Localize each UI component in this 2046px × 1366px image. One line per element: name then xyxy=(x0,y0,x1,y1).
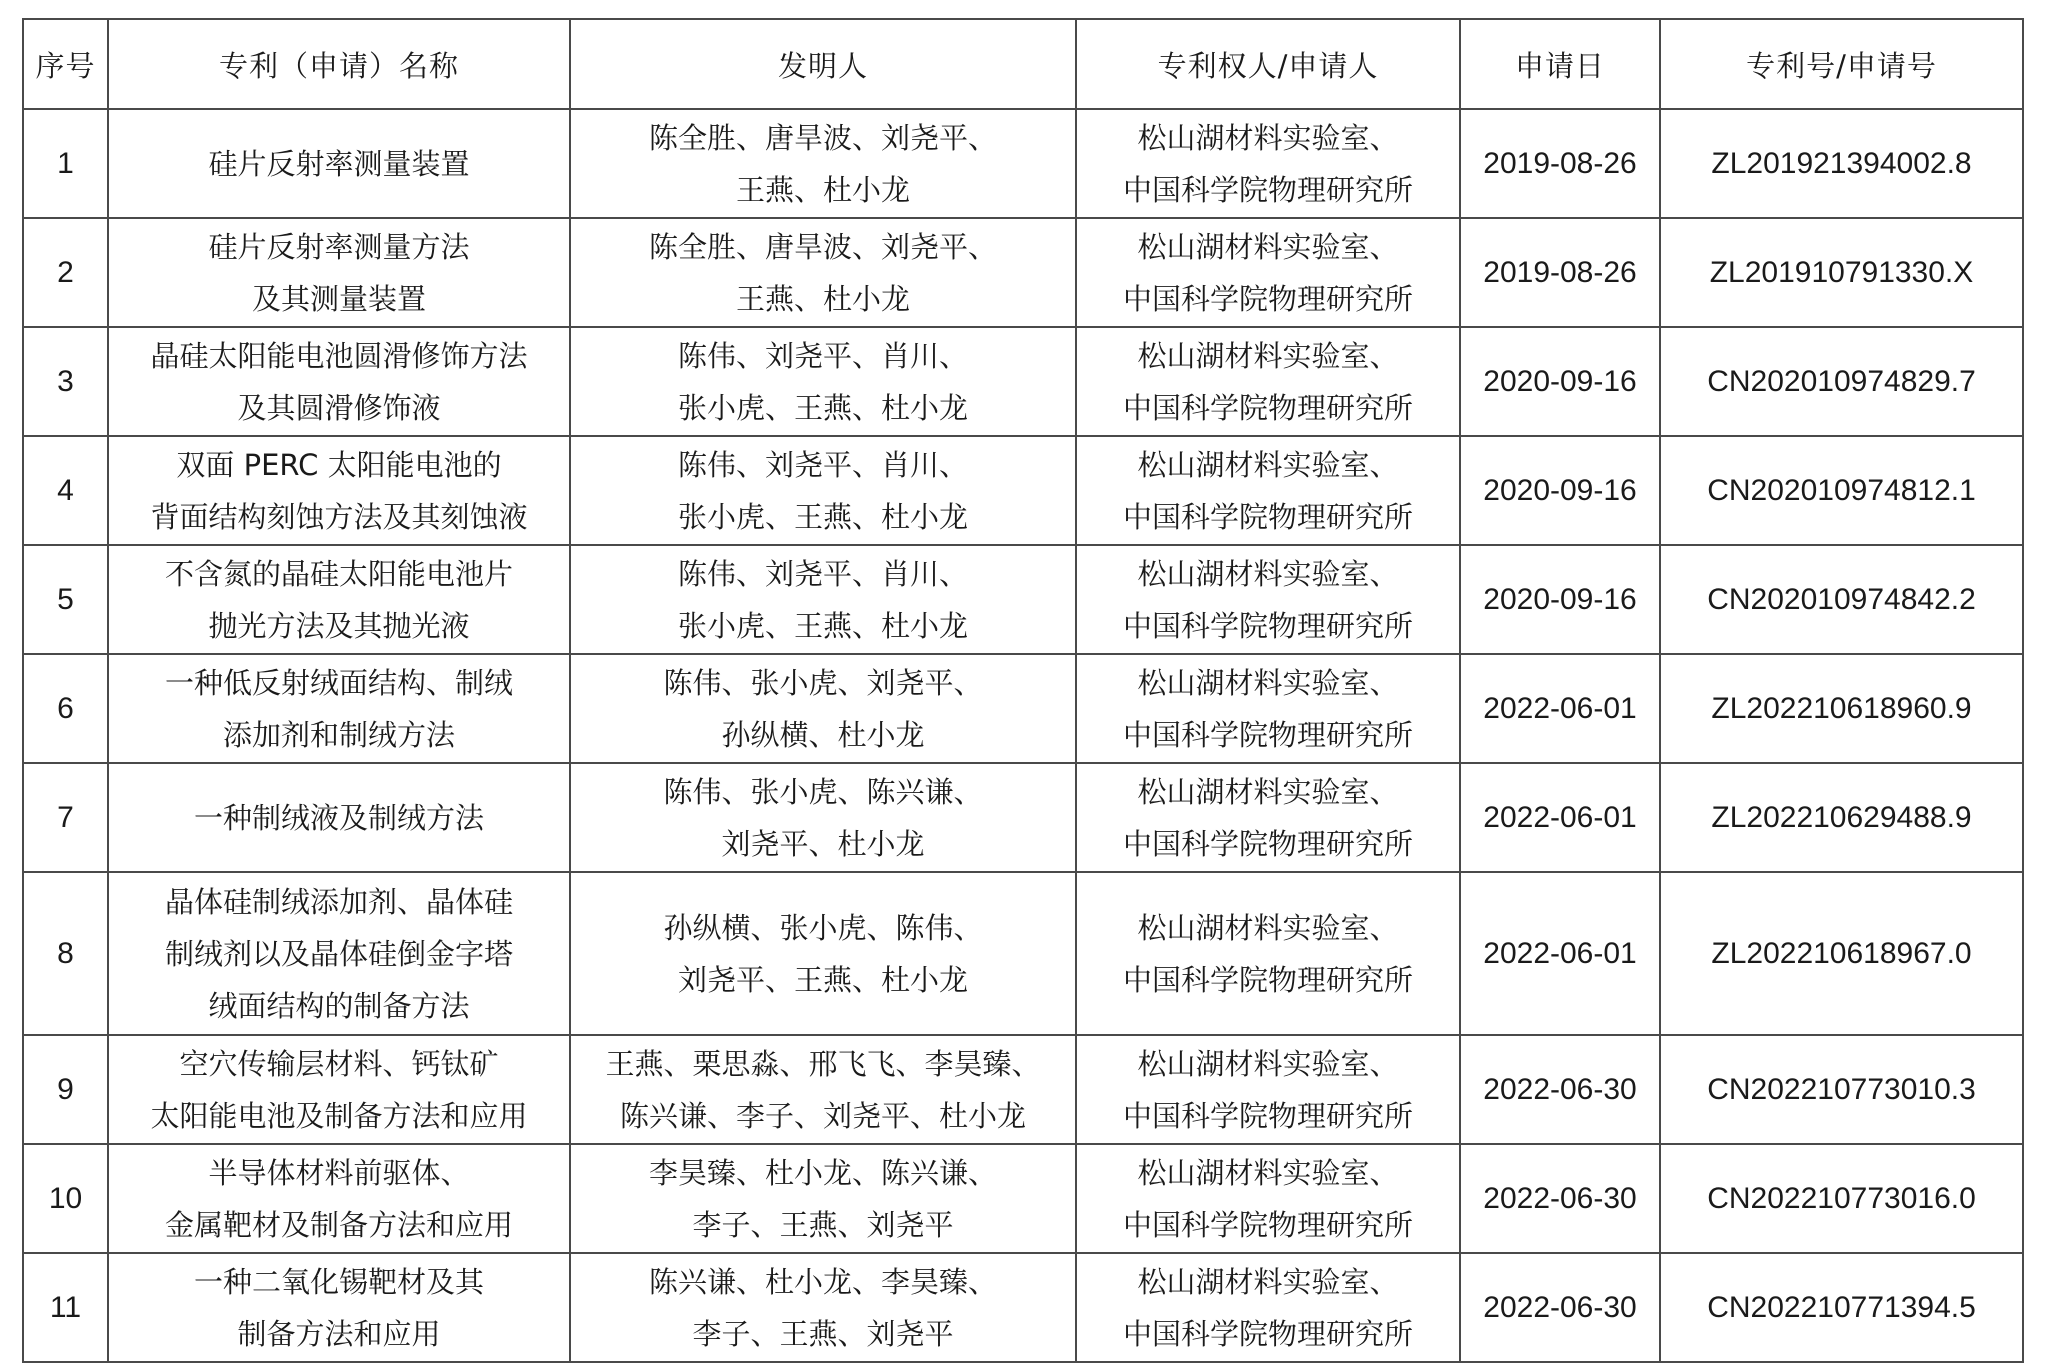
table-row xyxy=(23,1035,2023,1144)
cell-holder xyxy=(1076,763,1460,872)
table-row xyxy=(23,763,2023,872)
header-date: 申请日 xyxy=(1460,19,1660,109)
cell-name xyxy=(108,218,570,327)
inventors-line: 刘尧平、王燕、杜小龙 xyxy=(677,962,968,997)
cell-holder xyxy=(1076,872,1460,1035)
inventors-line: 陈伟、张小虎、陈兴谦、 xyxy=(663,774,983,809)
cell-index: 7 xyxy=(23,763,108,872)
name-line: 抛光方法及其抛光液 xyxy=(208,608,470,643)
cell-inventors xyxy=(570,109,1076,218)
cell-index: 11 xyxy=(23,1253,108,1362)
cell-date: 2022-06-30 xyxy=(1460,1035,1660,1144)
inventors-line: 李子、王燕、刘尧平 xyxy=(692,1207,954,1242)
cell-date: 2020-09-16 xyxy=(1460,327,1660,436)
cell-holder xyxy=(1076,327,1460,436)
cell-index: 8 xyxy=(23,872,108,1035)
cell-number: ZL202210618960.9 xyxy=(1660,654,2023,763)
cell-index: 3 xyxy=(23,327,108,436)
cell-holder xyxy=(1076,218,1460,327)
table-row xyxy=(23,436,2023,545)
name-line: 硅片反射率测量方法 xyxy=(208,229,470,264)
patent-table xyxy=(22,18,2024,1363)
header-inventors: 发明人 xyxy=(570,19,1076,109)
inventors-line: 李子、王燕、刘尧平 xyxy=(692,1316,954,1351)
cell-name xyxy=(108,327,570,436)
cell-name xyxy=(108,763,570,872)
cell-inventors xyxy=(570,1253,1076,1362)
name-line: 一种制绒液及制绒方法 xyxy=(193,800,484,835)
cell-date: 2022-06-01 xyxy=(1460,872,1660,1035)
cell-number: CN202010974812.1 xyxy=(1660,436,2023,545)
inventors-line: 陈伟、刘尧平、肖川、 xyxy=(677,447,968,482)
cell-holder xyxy=(1076,545,1460,654)
cell-name xyxy=(108,1253,570,1362)
table-header xyxy=(23,19,2023,109)
name-line: 太阳能电池及制备方法和应用 xyxy=(150,1098,528,1133)
holder-line: 松山湖材料实验室、 xyxy=(1137,338,1399,373)
header-index: 序号 xyxy=(23,19,108,109)
inventors-line: 张小虎、王燕、杜小龙 xyxy=(677,390,968,425)
cell-inventors xyxy=(570,327,1076,436)
name-line: 添加剂和制绒方法 xyxy=(222,717,455,752)
inventors-line: 陈伟、刘尧平、肖川、 xyxy=(677,556,968,591)
table-row xyxy=(23,872,2023,1035)
holder-line: 中国科学院物理研究所 xyxy=(1122,608,1413,643)
cell-inventors xyxy=(570,436,1076,545)
cell-date: 2019-08-26 xyxy=(1460,109,1660,218)
holder-line: 松山湖材料实验室、 xyxy=(1137,1155,1399,1190)
inventors-line: 孙纵横、张小虎、陈伟、 xyxy=(663,910,983,945)
cell-name xyxy=(108,436,570,545)
cell-name xyxy=(108,872,570,1035)
cell-number: CN202210771394.5 xyxy=(1660,1253,2023,1362)
cell-number: CN202210773010.3 xyxy=(1660,1035,2023,1144)
cell-index: 2 xyxy=(23,218,108,327)
cell-number: CN202010974842.2 xyxy=(1660,545,2023,654)
header-holder: 专利权人/申请人 xyxy=(1076,19,1460,109)
cell-index: 5 xyxy=(23,545,108,654)
inventors-line: 陈伟、刘尧平、肖川、 xyxy=(677,338,968,373)
inventors-line: 刘尧平、杜小龙 xyxy=(721,826,925,861)
cell-number: CN202010974829.7 xyxy=(1660,327,2023,436)
holder-line: 中国科学院物理研究所 xyxy=(1122,281,1413,316)
cell-holder xyxy=(1076,109,1460,218)
cell-index: 6 xyxy=(23,654,108,763)
name-line: 空穴传输层材料、钙钛矿 xyxy=(179,1046,499,1081)
cell-inventors xyxy=(570,1144,1076,1253)
inventors-line: 张小虎、王燕、杜小龙 xyxy=(677,608,968,643)
table-row xyxy=(23,218,2023,327)
header-number: 专利号/申请号 xyxy=(1660,19,2023,109)
cell-name xyxy=(108,545,570,654)
name-line: 不含氮的晶硅太阳能电池片 xyxy=(164,556,513,591)
cell-number: ZL202210618967.0 xyxy=(1660,872,2023,1035)
cell-index: 10 xyxy=(23,1144,108,1253)
cell-date: 2022-06-01 xyxy=(1460,763,1660,872)
name-line: 绒面结构的制备方法 xyxy=(208,988,470,1023)
table-row xyxy=(23,545,2023,654)
table-row xyxy=(23,327,2023,436)
holder-line: 松山湖材料实验室、 xyxy=(1137,120,1399,155)
name-line: 一种二氧化锡靶材及其 xyxy=(193,1264,484,1299)
inventors-line: 陈全胜、唐旱波、刘尧平、 xyxy=(648,120,997,155)
table-row xyxy=(23,1253,2023,1362)
holder-line: 中国科学院物理研究所 xyxy=(1122,1098,1413,1133)
cell-date: 2022-06-30 xyxy=(1460,1144,1660,1253)
table-row xyxy=(23,1144,2023,1253)
inventors-line: 李昊臻、杜小龙、陈兴谦、 xyxy=(648,1155,997,1190)
name-line: 半导体材料前驱体、 xyxy=(208,1155,470,1190)
cell-inventors xyxy=(570,545,1076,654)
inventors-line: 孙纵横、杜小龙 xyxy=(721,717,925,752)
holder-line: 松山湖材料实验室、 xyxy=(1137,910,1399,945)
inventors-line: 张小虎、王燕、杜小龙 xyxy=(677,499,968,534)
inventors-line: 王燕、杜小龙 xyxy=(735,172,910,207)
cell-date: 2020-09-16 xyxy=(1460,545,1660,654)
cell-name xyxy=(108,654,570,763)
holder-line: 中国科学院物理研究所 xyxy=(1122,390,1413,425)
cell-name xyxy=(108,1144,570,1253)
name-line: 晶硅太阳能电池圆滑修饰方法 xyxy=(150,338,528,373)
cell-date: 2022-06-30 xyxy=(1460,1253,1660,1362)
holder-line: 中国科学院物理研究所 xyxy=(1122,1316,1413,1351)
cell-holder xyxy=(1076,1144,1460,1253)
holder-line: 中国科学院物理研究所 xyxy=(1122,717,1413,752)
cell-name xyxy=(108,1035,570,1144)
inventors-line: 王燕、杜小龙 xyxy=(735,281,910,316)
cell-inventors xyxy=(570,1035,1076,1144)
holder-line: 松山湖材料实验室、 xyxy=(1137,1046,1399,1081)
cell-date: 2020-09-16 xyxy=(1460,436,1660,545)
name-line: 背面结构刻蚀方法及其刻蚀液 xyxy=(150,499,528,534)
table-row xyxy=(23,109,2023,218)
table-body xyxy=(23,109,2023,1362)
cell-number: ZL202210629488.9 xyxy=(1660,763,2023,872)
holder-line: 松山湖材料实验室、 xyxy=(1137,774,1399,809)
holder-line: 松山湖材料实验室、 xyxy=(1137,556,1399,591)
cell-index: 1 xyxy=(23,109,108,218)
cell-date: 2022-06-01 xyxy=(1460,654,1660,763)
cell-holder xyxy=(1076,1035,1460,1144)
name-line: 硅片反射率测量装置 xyxy=(208,146,470,181)
inventors-line: 陈兴谦、李子、刘尧平、杜小龙 xyxy=(619,1098,1026,1133)
name-line: 晶体硅制绒添加剂、晶体硅 xyxy=(164,884,513,919)
cell-number: ZL201921394002.8 xyxy=(1660,109,2023,218)
cell-inventors xyxy=(570,763,1076,872)
cell-date: 2019-08-26 xyxy=(1460,218,1660,327)
cell-number: ZL201910791330.X xyxy=(1660,218,2023,327)
inventors-line: 陈伟、张小虎、刘尧平、 xyxy=(663,665,983,700)
holder-line: 中国科学院物理研究所 xyxy=(1122,1207,1413,1242)
holder-line: 中国科学院物理研究所 xyxy=(1122,172,1413,207)
cell-holder xyxy=(1076,436,1460,545)
inventors-line: 陈全胜、唐旱波、刘尧平、 xyxy=(648,229,997,264)
cell-inventors xyxy=(570,872,1076,1035)
holder-line: 松山湖材料实验室、 xyxy=(1137,447,1399,482)
holder-line: 松山湖材料实验室、 xyxy=(1137,229,1399,264)
inventors-line: 陈兴谦、杜小龙、李昊臻、 xyxy=(648,1264,997,1299)
holder-line: 中国科学院物理研究所 xyxy=(1122,826,1413,861)
inventors-line: 王燕、栗思淼、邢飞飞、李昊臻、 xyxy=(605,1046,1041,1081)
header-name: 专利（申请）名称 xyxy=(108,19,570,109)
cell-holder xyxy=(1076,654,1460,763)
holder-line: 松山湖材料实验室、 xyxy=(1137,1264,1399,1299)
cell-name xyxy=(108,109,570,218)
name-line: 双面 PERC 太阳能电池的 xyxy=(176,447,502,482)
cell-index: 4 xyxy=(23,436,108,545)
name-line: 一种低反射绒面结构、制绒 xyxy=(164,665,513,700)
cell-inventors xyxy=(570,218,1076,327)
holder-line: 松山湖材料实验室、 xyxy=(1137,665,1399,700)
table-row xyxy=(23,654,2023,763)
header-row xyxy=(23,19,2023,109)
name-line: 及其圆滑修饰液 xyxy=(237,390,441,425)
name-line: 制绒剂以及晶体硅倒金字塔 xyxy=(164,936,513,971)
name-line: 及其测量装置 xyxy=(251,281,426,316)
holder-line: 中国科学院物理研究所 xyxy=(1122,962,1413,997)
name-line: 制备方法和应用 xyxy=(237,1316,441,1351)
cell-holder xyxy=(1076,1253,1460,1362)
holder-line: 中国科学院物理研究所 xyxy=(1122,499,1413,534)
cell-index: 9 xyxy=(23,1035,108,1144)
name-line: 金属靶材及制备方法和应用 xyxy=(164,1207,513,1242)
cell-inventors xyxy=(570,654,1076,763)
cell-number: CN202210773016.0 xyxy=(1660,1144,2023,1253)
